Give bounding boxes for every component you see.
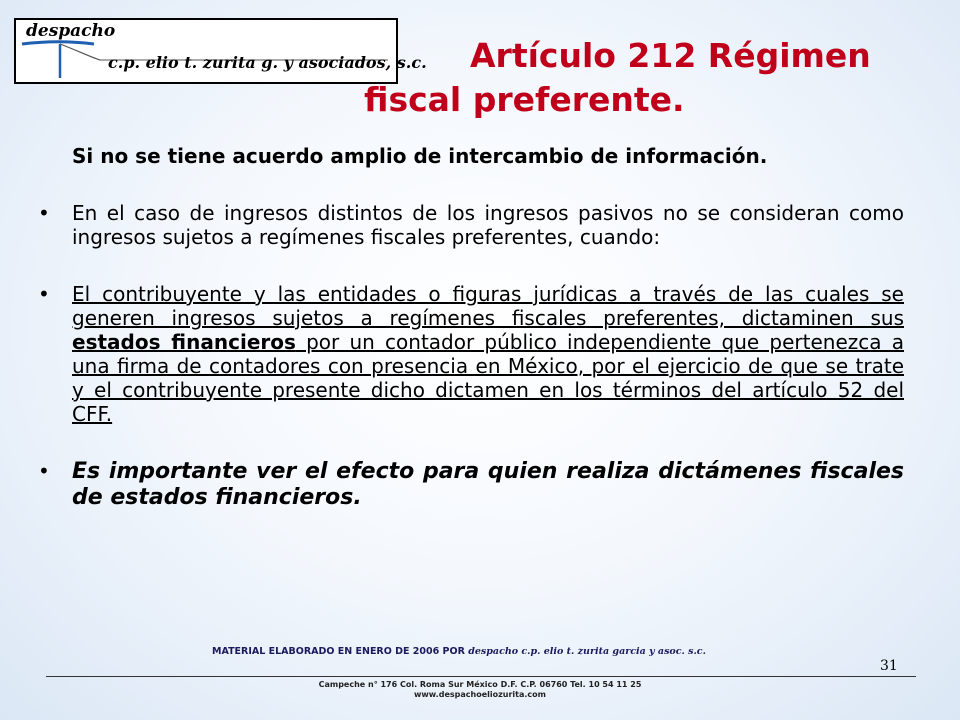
bullet-dot-icon: •	[38, 459, 50, 483]
page-number: 31	[880, 658, 898, 674]
audit-text-end: por un contador público independiente que pertenezca a una firma de contadores con presencia en México, por el ejercicio de que se trate y el contribuyente presente dicho dictamen en los términos del artículo 52 del CFF.	[72, 330, 904, 426]
bullet-item-important-note	[38, 459, 904, 511]
slide-content	[38, 144, 904, 511]
footer-divider	[46, 676, 916, 677]
paragraph-exchange-agreement: Si no se tiene acuerdo amplio de intercambio de información.	[72, 144, 768, 168]
footer-website: www.despachoeliozurita.com	[414, 690, 546, 699]
logo-word: despacho	[26, 21, 116, 41]
slide-title	[330, 34, 950, 122]
footer-address: Campeche n° 176 Col. Roma Sur México D.F. C.P. 06760 Tel. 10 54 11 25	[318, 680, 642, 689]
title-line-2: fiscal preferente.	[364, 80, 685, 119]
audit-text-start: El contribuyente y las entidades o figuras jurídicas a través de las cuales se generen ingresos sujetos a regímenes fiscales preferentes, dictaminen sus	[72, 282, 904, 330]
paragraph-non-passive-income: En el caso de ingresos distintos de los ingresos pasivos no se consideran como ingresos sujetos a regímenes fiscales preferentes, cuando:	[72, 201, 904, 249]
logo-firm-name: c.p. elio t. zurita g. y asociados, s.c.	[108, 53, 427, 72]
footer-address-block	[0, 680, 960, 700]
footer-material-text: MATERIAL ELABORADO EN ENERO DE 2006 POR	[212, 646, 465, 657]
footer-material-brand: despacho c.p. elio t. zurita garcia y asoc. s.c.	[468, 646, 706, 657]
title-line-1: Artículo 212 Régimen	[470, 36, 871, 75]
bullet-item-non-passive-income	[38, 201, 904, 249]
audit-text-emphasis: estados financieros	[72, 330, 296, 354]
footer-material-credit	[212, 646, 706, 657]
bullet-item-audit-condition	[38, 282, 904, 426]
bullet-dot-icon: •	[38, 201, 50, 225]
paragraph-important-note: Es importante ver el efecto para quien realiza dictámenes fiscales de estados financieros.	[72, 459, 904, 510]
paragraph-audit-condition	[72, 282, 904, 426]
bullet-dot-icon: •	[38, 282, 50, 306]
